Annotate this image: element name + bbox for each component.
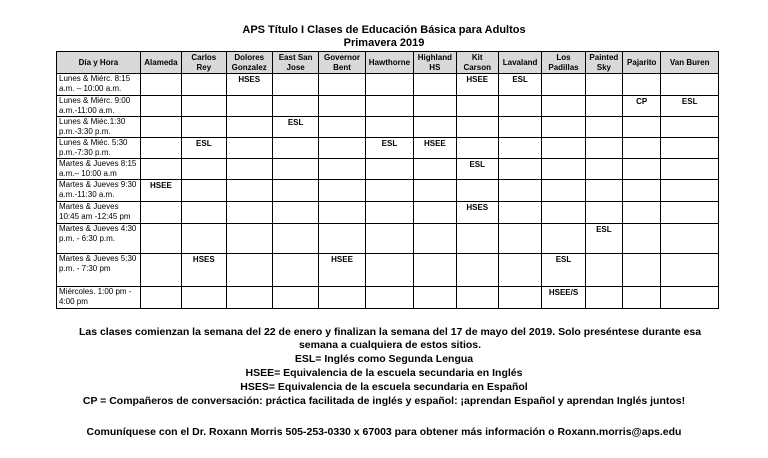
day-time-cell: Lunes & Miéc. 5:30 p.m.-7:30 p.m. — [57, 138, 141, 159]
day-time-cell: Martes & Jueves 4:30 p.m. - 6:30 p.m. — [57, 224, 141, 254]
column-header-site: Hawthorne — [365, 52, 413, 74]
class-cell — [319, 159, 365, 180]
class-cell: ESL — [542, 254, 585, 287]
column-header-site: Painted Sky — [585, 52, 622, 74]
class-cell — [226, 254, 272, 287]
class-cell — [498, 287, 541, 309]
class-cell — [414, 287, 456, 309]
class-cell — [272, 180, 318, 202]
class-cell — [182, 180, 226, 202]
class-cell — [365, 74, 413, 96]
class-cell: ESL — [498, 74, 541, 96]
class-cell — [182, 202, 226, 224]
class-cell — [182, 159, 226, 180]
class-cell — [414, 254, 456, 287]
class-cell — [226, 224, 272, 254]
class-cell — [226, 117, 272, 138]
table-row — [57, 287, 719, 309]
class-cell — [182, 117, 226, 138]
class-cell — [498, 96, 541, 117]
class-cell — [365, 254, 413, 287]
class-cell — [623, 74, 661, 96]
table-row — [57, 159, 719, 180]
class-cell — [456, 138, 498, 159]
day-time-cell: Miércoles. 1:00 pm - 4:00 pm — [57, 287, 141, 309]
class-cell — [456, 224, 498, 254]
column-header-site: Highland HS — [414, 52, 456, 74]
class-cell: ESL — [585, 224, 622, 254]
class-cell — [542, 180, 585, 202]
class-cell — [414, 159, 456, 180]
class-cell — [498, 138, 541, 159]
class-cell — [623, 159, 661, 180]
class-cell — [661, 287, 719, 309]
day-time-cell: Martes & Jueves 9:30 a.m.-11:30 a.m. — [57, 180, 141, 202]
class-cell — [272, 254, 318, 287]
class-cell: HSEE — [319, 254, 365, 287]
class-cell — [661, 202, 719, 224]
class-cell — [365, 117, 413, 138]
table-row — [57, 138, 719, 159]
class-cell — [414, 74, 456, 96]
column-header-site: Carlos Rey — [182, 52, 226, 74]
table-row — [57, 224, 719, 254]
class-cell — [319, 117, 365, 138]
class-cell: HSES — [182, 254, 226, 287]
class-cell — [542, 74, 585, 96]
class-cell: CP — [623, 96, 661, 117]
class-cell: ESL — [182, 138, 226, 159]
class-cell — [498, 224, 541, 254]
class-cell: HSEE/S — [542, 287, 585, 309]
legend-cp: CP = Compañeros de conversación: práctica facilitada de inglés y español: ¡aprendan Español y aprendan Inglés juntos! — [82, 395, 686, 407]
class-cell — [661, 224, 719, 254]
class-cell — [365, 96, 413, 117]
legend-esl: ESL= Inglés como Segunda Lengua — [294, 353, 474, 365]
class-cell: ESL — [661, 96, 719, 117]
class-cell — [140, 224, 181, 254]
class-cell — [140, 254, 181, 287]
legend-hses: HSES= Equivalencia de la escuela secundaria en Español — [240, 381, 528, 393]
document-subtitle: Primavera 2019 — [343, 37, 425, 49]
class-cell — [272, 159, 318, 180]
class-cell — [498, 202, 541, 224]
class-cell — [365, 287, 413, 309]
class-cell — [623, 254, 661, 287]
column-header-site: Governor Bent — [319, 52, 365, 74]
legend-hsee: HSEE= Equivalencia de la escuela secundaria en Inglés — [245, 367, 523, 379]
class-cell — [623, 117, 661, 138]
schedule-table — [56, 51, 719, 309]
column-header-day-time: Día y Hora — [57, 52, 141, 74]
class-cell — [585, 96, 622, 117]
class-cell — [585, 74, 622, 96]
class-cell — [542, 96, 585, 117]
class-cell — [414, 96, 456, 117]
day-time-cell: Martes & Jueves 10:45 am -12:45 pm — [57, 202, 141, 224]
table-row — [57, 74, 719, 96]
day-time-cell: Lunes & Miéc.1:30 p.m.-3:30 p.m. — [57, 117, 141, 138]
class-cell — [542, 224, 585, 254]
class-cell — [661, 117, 719, 138]
column-header-site: Dolores Gonzalez — [226, 52, 272, 74]
class-cell — [623, 138, 661, 159]
class-cell — [140, 96, 181, 117]
class-cell — [456, 117, 498, 138]
class-cell — [272, 96, 318, 117]
class-cell — [542, 117, 585, 138]
class-cell: ESL — [272, 117, 318, 138]
class-cell — [585, 180, 622, 202]
class-cell — [498, 159, 541, 180]
class-cell — [661, 180, 719, 202]
table-row — [57, 202, 719, 224]
class-cell — [623, 180, 661, 202]
class-cell — [498, 254, 541, 287]
class-cell: ESL — [365, 138, 413, 159]
class-cell — [414, 117, 456, 138]
class-cell — [414, 180, 456, 202]
class-cell — [140, 117, 181, 138]
class-cell — [414, 224, 456, 254]
class-cell — [272, 287, 318, 309]
column-header-site: Van Buren — [661, 52, 719, 74]
class-cell — [319, 138, 365, 159]
class-cell — [182, 224, 226, 254]
class-cell — [272, 138, 318, 159]
class-cell — [585, 138, 622, 159]
class-cell — [585, 254, 622, 287]
class-cell — [140, 138, 181, 159]
class-cell — [182, 287, 226, 309]
class-cell — [319, 74, 365, 96]
table-row — [57, 254, 719, 287]
class-cell — [272, 202, 318, 224]
class-cell: HSEE — [456, 74, 498, 96]
day-time-cell: Lunes & Miérc. 9:00 a.m.-11:00 a.m. — [57, 96, 141, 117]
class-cell — [585, 287, 622, 309]
class-cell — [140, 159, 181, 180]
class-cell — [661, 138, 719, 159]
class-cell — [140, 202, 181, 224]
table-row — [57, 117, 719, 138]
class-cell — [542, 159, 585, 180]
class-cell — [542, 138, 585, 159]
class-cell — [585, 159, 622, 180]
class-cell — [661, 254, 719, 287]
class-cell — [456, 287, 498, 309]
day-time-cell: Martes & Jueves 8:15 a.m.– 10:00 a.m — [57, 159, 141, 180]
table-row — [57, 180, 719, 202]
table-header-row — [57, 52, 719, 74]
class-cell — [542, 202, 585, 224]
class-cell — [498, 180, 541, 202]
class-cell — [365, 202, 413, 224]
schedule-note: Las clases comienzan la semana del 22 de enero y finalizan la semana del 17 de mayo del 2019. Solo preséntese durante esa semana a cualquiera de estos sitios. — [78, 326, 702, 351]
class-cell — [140, 287, 181, 309]
class-cell — [365, 224, 413, 254]
class-cell — [414, 202, 456, 224]
column-header-site: Alameda — [140, 52, 181, 74]
class-cell — [365, 159, 413, 180]
class-cell — [623, 287, 661, 309]
day-time-cell: Lunes & Miérc. 8:15 a.m. – 10:00 a.m. — [57, 74, 141, 96]
document-title: APS Título I Clases de Educación Básica para Adultos — [242, 24, 526, 36]
class-cell — [498, 117, 541, 138]
class-cell — [661, 74, 719, 96]
class-cell — [182, 96, 226, 117]
class-cell: HSEE — [140, 180, 181, 202]
class-cell — [585, 202, 622, 224]
class-cell: HSES — [456, 202, 498, 224]
class-cell: HSEE — [414, 138, 456, 159]
class-cell: HSES — [226, 74, 272, 96]
class-cell — [319, 202, 365, 224]
column-header-site: East San Jose — [272, 52, 318, 74]
class-cell — [272, 74, 318, 96]
class-cell — [365, 180, 413, 202]
class-cell — [226, 96, 272, 117]
class-cell — [226, 138, 272, 159]
column-header-site: Pajarito — [623, 52, 661, 74]
contact-info: Comuníquese con el Dr. Roxann Morris 505-253-0330 x 67003 para obtener más información o Roxann.morris@aps.edu — [86, 426, 682, 438]
class-cell — [226, 202, 272, 224]
column-header-site: Los Padillas — [542, 52, 585, 74]
class-cell — [585, 117, 622, 138]
class-cell — [456, 180, 498, 202]
day-time-cell: Martes & Jueves 5:30 p.m. - 7:30 pm — [57, 254, 141, 287]
column-header-site: Lavaland — [498, 52, 541, 74]
class-cell — [623, 224, 661, 254]
class-cell — [140, 74, 181, 96]
class-cell — [319, 287, 365, 309]
class-cell — [319, 96, 365, 117]
table-row — [57, 96, 719, 117]
class-cell — [272, 224, 318, 254]
class-cell — [623, 202, 661, 224]
column-header-site: Kit Carson — [456, 52, 498, 74]
class-cell — [319, 180, 365, 202]
class-cell — [226, 180, 272, 202]
class-cell: ESL — [456, 159, 498, 180]
class-cell — [456, 96, 498, 117]
class-cell — [226, 159, 272, 180]
class-cell — [182, 74, 226, 96]
class-cell — [456, 254, 498, 287]
class-cell — [661, 159, 719, 180]
class-cell — [226, 287, 272, 309]
class-cell — [319, 224, 365, 254]
